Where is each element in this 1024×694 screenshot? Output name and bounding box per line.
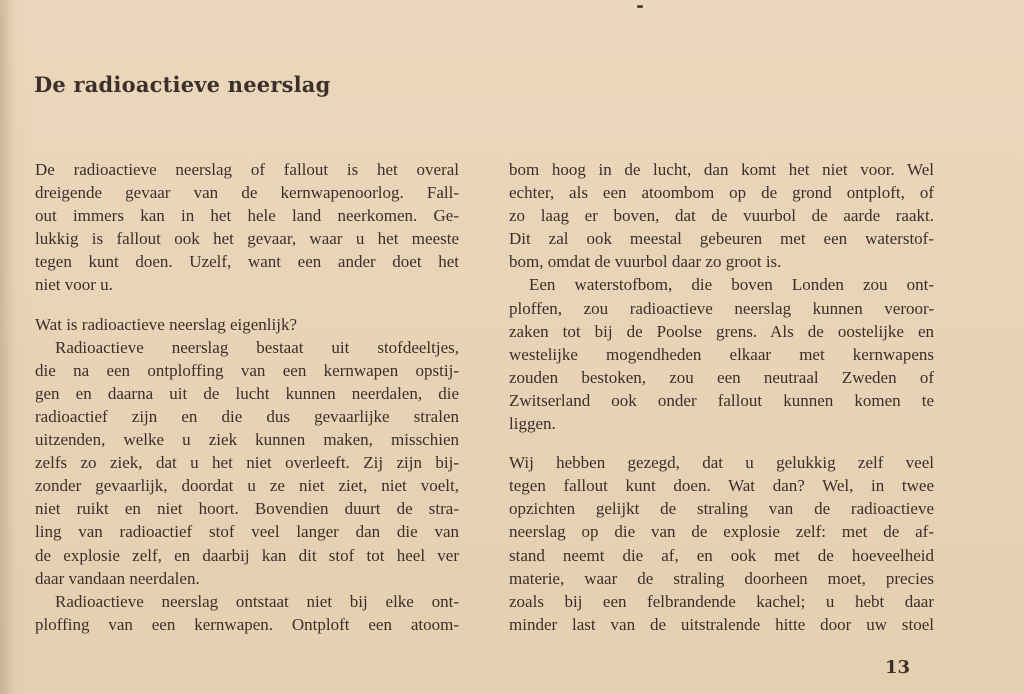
text-line: tegen fallout kunt doen. Wat dan? Wel, in twee (509, 476, 934, 496)
text-line: Wij hebben gezegd, dat u gelukkig zelf veel (509, 453, 934, 473)
text-line: opzichten gelijkt de straling van de radioactieve (509, 499, 934, 519)
text-line: daar vandaan neerdalen. (35, 568, 200, 588)
text-line: zonder gevaarlijk, doordat u ze niet ziet, niet voelt, (35, 476, 459, 496)
text-line: radioactief zijn en die dus gevaarlijke stralen (35, 406, 459, 426)
text-line: niet voor u. (35, 275, 113, 295)
text-line: ling van radioactief stof veel langer dan die van (35, 522, 459, 542)
paragraph-intro (35, 158, 459, 297)
text-line: minder last van de uitstralende hitte door uw stoel (509, 614, 934, 634)
ink-speck (637, 5, 643, 8)
text-line: liggen. (509, 414, 556, 434)
subheading: Wat is radioactieve neerslag eigenlijk? (35, 314, 298, 334)
page-heading: De radioactieve neerslag (34, 72, 331, 97)
paragraph-hydrogen-bomb (509, 273, 934, 435)
text-line: dreigende gevaar van de kernwapenoorlog. Fall- (35, 183, 459, 203)
text-line: bom hoog in de lucht, dan komt het niet voor. Wel (509, 160, 934, 179)
text-line: neerslag op die van de explosie zelf: met de af- (509, 522, 934, 542)
text-line: uitzenden, welke u ziek kunnen maken, misschien (35, 430, 459, 450)
paragraph-continuation (509, 158, 934, 273)
text-line: Radioactieve neerslag ontstaat niet bij elke ont- (55, 591, 459, 611)
paragraph-definition (35, 336, 459, 590)
text-line: ploffing van een kernwapen. Ontploft een atoom- (35, 614, 459, 634)
text-line: zaken tot bij de Poolse grens. Als de oostelijke en (509, 321, 934, 341)
text-line: De radioactieve neerslag of fallout is het overal (35, 160, 459, 179)
paragraph-protection (509, 451, 934, 636)
text-line: Zwitserland ook onder fallout kunnen komen te (509, 390, 934, 410)
text-line: zouden bestoken, zou een neutraal Zweden of (509, 367, 934, 387)
text-line: bom, omdat de vuurbol daar zo groot is. (509, 252, 782, 272)
text-line: stand neemt die af, en ook met de hoeveelheid (509, 545, 934, 565)
text-line: tegen kunt doen. Uzelf, want een ander doet het (35, 252, 459, 272)
paragraph-gap (35, 297, 459, 313)
text-line: ploffen, zou radioactieve neerslag kunnen veroor- (509, 298, 934, 318)
text-line: die na een ontploffing van een kernwapen opstij- (35, 360, 459, 380)
text-line: out immers kan in het hele land neerkomen. Ge- (35, 206, 459, 226)
text-line: zelfs zo ziek, dat u het niet overleeft. Zij zijn bij- (35, 453, 459, 473)
page-number: 13 (885, 657, 911, 678)
text-line: lukkig is fallout ook het gevaar, waar u het meeste (35, 229, 459, 249)
text-line: materie, waar de straling doorheen moet, precies (509, 568, 934, 588)
paragraph-origin (35, 590, 459, 636)
left-column (35, 158, 459, 636)
text-line: gen en daarna uit de lucht kunnen neerdalen, die (35, 383, 459, 403)
text-line: zoals bij een felbrandende kachel; u hebt daar (509, 591, 934, 611)
right-column (509, 158, 934, 636)
text-line: Dit zal ook meestal gebeuren met een waterstof- (509, 229, 934, 249)
text-line: Radioactieve neerslag bestaat uit stofdeeltjes, (55, 337, 459, 357)
text-line: niet ruikt en niet hoort. Bovendien duurt de stra- (35, 499, 459, 519)
text-line: echter, als een atoombom op de grond ontploft, of (509, 183, 934, 203)
text-line: westelijke mogendheden elkaar met kernwapens (509, 344, 934, 364)
paragraph-gap (509, 435, 934, 451)
text-line: zo laag er boven, dat de vuurbol de aarde raakt. (509, 206, 934, 226)
text-line: de explosie zelf, en daarbij kan dit stof tot heel ver (35, 545, 459, 565)
text-line: Een waterstofbom, die boven Londen zou ont- (529, 275, 934, 295)
